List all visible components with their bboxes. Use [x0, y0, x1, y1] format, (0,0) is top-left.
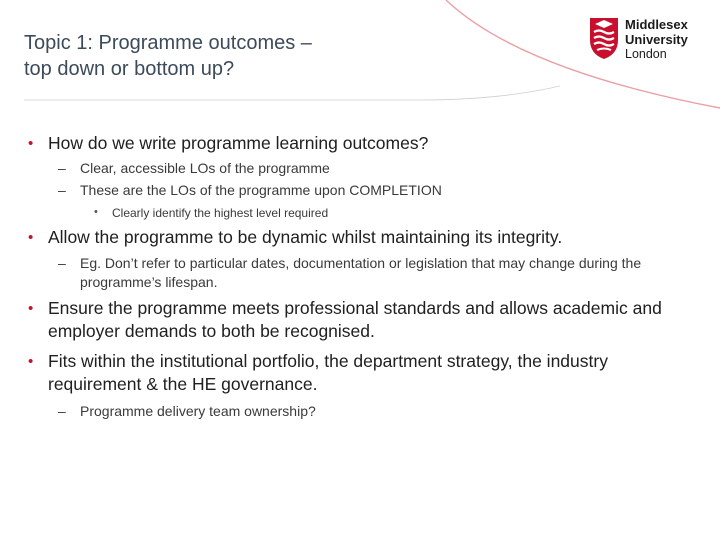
- title-line-1: Topic 1: Programme outcomes –: [24, 32, 312, 54]
- dot-marker: •: [94, 206, 98, 218]
- sub-bullet-text: These are the LOs of the programme upon COMPLETION: [80, 182, 442, 198]
- sub-bullet-text: Programme delivery team ownership?: [80, 403, 316, 419]
- sub-bullet-item: [58, 254, 700, 292]
- logo-line-1: Middlesex: [625, 17, 688, 32]
- sub-bullet-item: [58, 159, 700, 178]
- logo-line-2: University: [625, 31, 688, 47]
- dash-marker: –: [58, 160, 66, 176]
- bullet-item: [28, 226, 698, 249]
- logo-line-3: London: [625, 47, 667, 61]
- sub-sub-bullet-text: Clearly identify the highest level required: [112, 206, 329, 220]
- bullet-item: [28, 297, 698, 343]
- title-line-2: top down or bottom up?: [24, 58, 235, 80]
- bullet-item: [28, 132, 698, 155]
- bullet-text: How do we write programme learning outcomes?: [48, 133, 429, 153]
- bullet-marker: •: [28, 300, 34, 317]
- sub-bullet-text: Clear, accessible LOs of the programme: [80, 160, 330, 176]
- bullet-marker: •: [28, 229, 34, 246]
- sub-sub-bullet-item: [94, 205, 672, 221]
- sub-bullet-item: [58, 402, 700, 421]
- dash-marker: –: [58, 182, 66, 198]
- bullet-marker: •: [28, 135, 34, 152]
- bullet-item: [28, 350, 698, 396]
- bullet-text: Fits within the institutional portfolio, the department strategy, the industry requirement & the HE governance.: [48, 351, 608, 394]
- dash-marker: –: [58, 403, 66, 419]
- bullet-marker: •: [28, 353, 34, 370]
- dash-marker: –: [58, 255, 66, 271]
- bullet-text: Allow the programme to be dynamic whilst maintaining its integrity.: [48, 227, 563, 247]
- bullet-text: Ensure the programme meets professional standards and allows academic and employer demands to both be recognised.: [48, 298, 662, 341]
- sub-bullet-text: Eg. Don’t refer to particular dates, documentation or legislation that may change during the programme’s lifespan.: [80, 255, 642, 290]
- sub-bullet-item: [58, 181, 700, 200]
